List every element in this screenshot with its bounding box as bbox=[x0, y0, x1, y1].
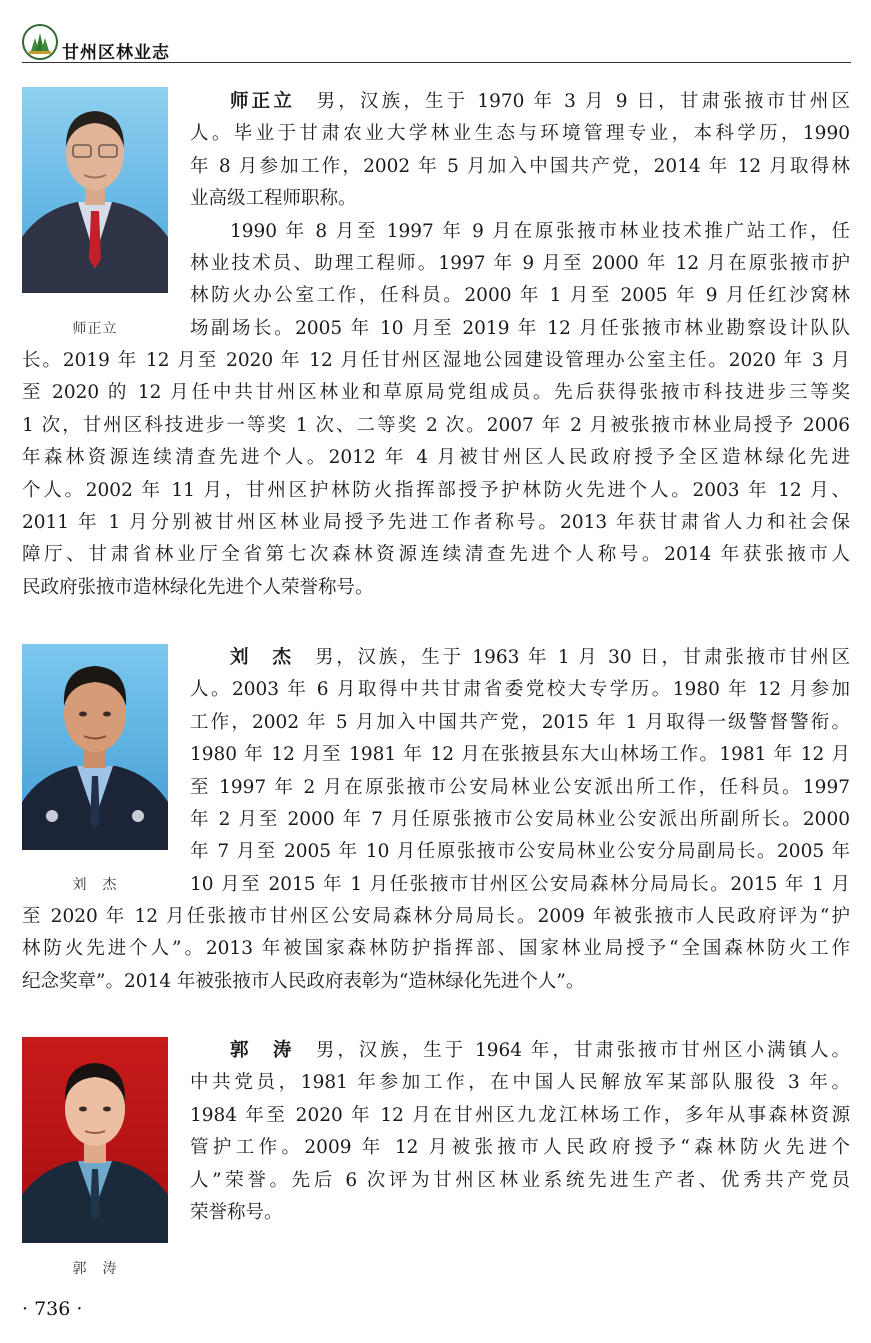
profile-bio-wrapped bbox=[190, 86, 850, 345]
bio-line: 林防火先进个人”。2013 年被国家森林防护指挥部、国家林业局授予“全国森林防火工作 bbox=[22, 938, 850, 960]
bio-line: 业高级工程师职称。 bbox=[190, 188, 357, 210]
bio-line: 郭 涛 男，汉族，生于 1964 年，甘肃张掖市甘州区小满镇人。 bbox=[230, 1040, 850, 1061]
profile-bio-full bbox=[22, 901, 850, 998]
page-number: · 736 · bbox=[22, 1298, 83, 1320]
bio-line: 工作，2002 年 5 月加入中国共产党，2015 年 1 月取得一级警督警衔。 bbox=[190, 711, 850, 733]
person-name: 刘 杰 bbox=[230, 647, 294, 668]
bio-line: 1984 年至 2020 年 12 月在甘州区九龙江林场工作，多年从事森林资源 bbox=[190, 1104, 850, 1126]
bio-line: 至 2020 年 12 月任张掖市甘州区公安局森林分局局长。2009 年被张掖市人民政府评为“护 bbox=[22, 906, 850, 927]
book-title: 甘州区林业志 bbox=[62, 43, 170, 63]
page-header bbox=[22, 22, 851, 64]
portrait-caption: 郭 涛 bbox=[72, 1261, 118, 1277]
bio-line: 人。毕业于甘肃农业大学林业生态与环境管理专业，本科学历，1990 bbox=[190, 123, 850, 145]
bio-line: 1990 年 8 月至 1997 年 9 月在原张掖市林业技术推广站工作，任 bbox=[230, 220, 850, 242]
person-name: 师正立 bbox=[230, 91, 295, 112]
bio-line: 障厅、甘肃省林业厅全省第七次森林资源连续清查先进个人称号。2014 年获张掖市人 bbox=[22, 544, 850, 566]
bio-line: 至 1997 年 2 月在原张掖市公安局林业公安派出所工作，任科员。1997 bbox=[190, 776, 850, 798]
portrait-caption: 刘 杰 bbox=[72, 877, 118, 893]
bio-line: 林防火办公室工作，任科员。2000 年 1 月至 2005 年 9 月任红沙窝林 bbox=[190, 285, 850, 307]
portrait-caption: 师正立 bbox=[72, 321, 118, 337]
portrait-photo bbox=[22, 87, 168, 293]
bio-line: 人”荣誉。先后 6 次评为甘州区林业系统先进生产者、优秀共产党员 bbox=[190, 1169, 850, 1191]
bio-line: 刘 杰 男，汉族，生于 1963 年 1 月 30 日，甘肃张掖市甘州区 bbox=[230, 647, 850, 668]
bio-line: 2011 年 1 月分别被甘州区林业局授予先进工作者称号。2013 年获甘肃省人力和社会保 bbox=[22, 511, 850, 533]
bio-line: 1 次，甘州区科技进步一等奖 1 次、二等奖 2 次。2007 年 2 月被张掖市林业局授予 2006 bbox=[22, 414, 850, 436]
bio-line: 年 7 月至 2005 年 10 月任原张掖市公安局林业公安分局副局长。2005 年 bbox=[190, 841, 850, 863]
bio-line: 个人。2002 年 11 月，甘州区护林防火指挥部授予护林防火先进个人。2003 年 12 月、 bbox=[22, 479, 850, 501]
bio-line: 场副场长。2005 年 10 月至 2019 年 12 月任张掖市林业勘察设计队队 bbox=[190, 317, 850, 339]
bio-line: 人。2003 年 6 月取得中共甘肃省委党校大专学历。1980 年 12 月参加 bbox=[190, 679, 850, 701]
bio-line: 长。2019 年 12 月至 2020 年 12 月任甘州区湿地公园建设管理办公室主任。2020 年 3 月 bbox=[22, 350, 850, 371]
profile-bio-wrapped bbox=[190, 1035, 850, 1229]
profile-bio-full bbox=[22, 345, 850, 604]
bio-line: 林业技术员、助理工程师。1997 年 9 月至 2000 年 12 月在原张掖市护 bbox=[190, 252, 850, 274]
bio-line: 管护工作。2009 年 12 月被张掖市人民政府授予“森林防火先进个 bbox=[190, 1137, 850, 1159]
header-divider bbox=[22, 62, 851, 63]
portrait-photo bbox=[22, 644, 168, 850]
bio-line: 荣誉称号。 bbox=[190, 1201, 283, 1223]
bio-line: 中共党员，1981 年参加工作，在中国人民解放军某部队服役 3 年。 bbox=[190, 1072, 850, 1094]
bio-line: 年森林资源连续清查先进个人。2012 年 4 月被甘州区人民政府授予全区造林绿化先进 bbox=[22, 447, 850, 469]
bio-line: 师正立 男，汉族，生于 1970 年 3 月 9 日，甘肃张掖市甘州区 bbox=[230, 91, 850, 112]
profile-bio-wrapped bbox=[190, 642, 850, 901]
person-name: 郭 涛 bbox=[230, 1040, 295, 1061]
portrait-photo bbox=[22, 1037, 168, 1243]
bio-line: 年 2 月至 2000 年 7 月任原张掖市公安局林业公安派出所副所长。2000 bbox=[190, 808, 850, 830]
bio-line: 纪念奖章”。2014 年被张掖市人民政府表彰为“造林绿化先进个人”。 bbox=[22, 970, 585, 992]
bio-line: 10 月至 2015 年 1 月任张掖市甘州区公安局森林分局局长。2015 年 1 月 bbox=[190, 873, 850, 895]
bio-line: 至 2020 的 12 月任中共甘州区林业和草原局党组成员。先后获得张掖市科技进步三等奖 bbox=[22, 382, 850, 404]
forest-emblem-icon bbox=[22, 24, 58, 60]
bio-line: 1980 年 12 月至 1981 年 12 月在张掖县东大山林场工作。1981 年 12 月 bbox=[190, 744, 850, 766]
bio-line: 年 8 月参加工作，2002 年 5 月加入中国共产党，2014 年 12 月取得林 bbox=[190, 155, 850, 177]
bio-line: 民政府张掖市造林绿化先进个人荣誉称号。 bbox=[22, 576, 374, 598]
